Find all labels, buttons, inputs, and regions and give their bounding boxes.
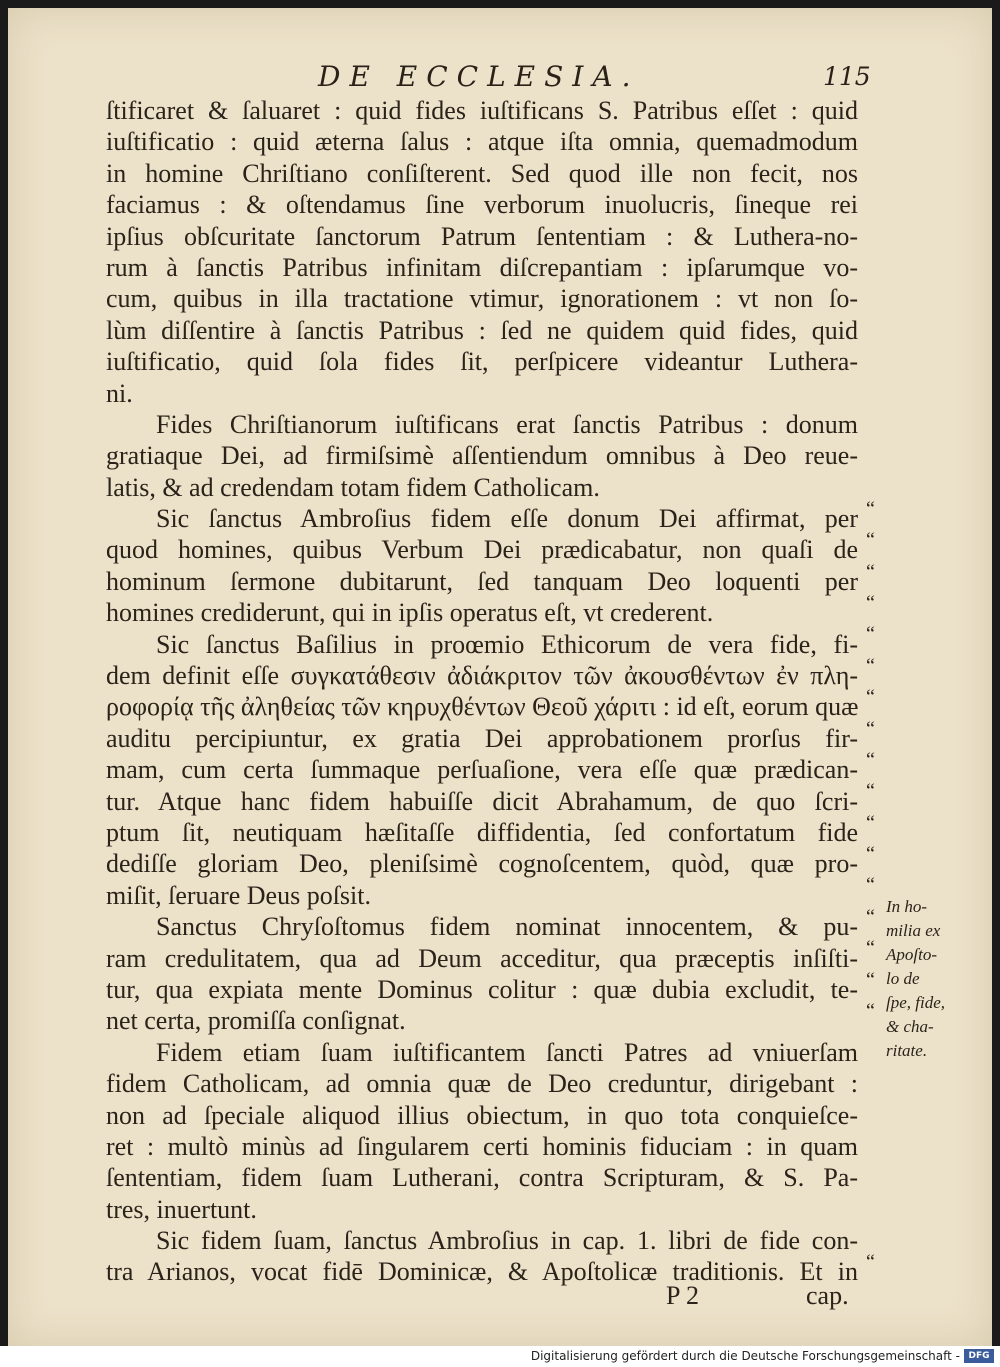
- marginal-note: [886, 895, 976, 1063]
- text-line: ret : multò minùs ad ſingularem certi hominis fiduciam : in quam: [106, 1131, 858, 1161]
- marginal-note-line: milia ex: [886, 921, 941, 940]
- text-line: hominum ſermone dubitarunt, ſed tanquam Deo loquenti per: [106, 566, 858, 596]
- quote-mark: “: [866, 937, 875, 959]
- marginal-note-line: & cha-: [886, 1017, 934, 1036]
- marginal-note-line: lo de: [886, 969, 920, 988]
- text-line: quod homines, quibus Verbum Dei prædicabatur, non quaſi de: [106, 535, 858, 565]
- text-line: net certa, promiſſa conſignat.: [106, 1006, 406, 1036]
- page-number: 115: [823, 62, 871, 91]
- text-line: mam, cum certa ſummaque perſuaſione, vera eſſe quæ prædican-: [106, 755, 858, 785]
- text-line: cum, quibus in illa tractatione vtimur, ignorationem : vt non ſo-: [106, 284, 858, 314]
- quote-mark: “: [866, 1251, 875, 1273]
- funding-notice: Digitalisierung gefördert durch die Deutsche Forschungsgemeinschaft -: [530, 1349, 960, 1363]
- text-line: fidem Catholicam, ad omnia quæ de Deo creduntur, dirigebant :: [106, 1069, 858, 1099]
- text-line: iuſtificatio, quid ſola fides ſit, perſpicere videantur Luthera-: [106, 347, 858, 377]
- text-line: ſententiam, fidem ſuam Lutherani, contra Scripturam, & S. Pa-: [106, 1163, 858, 1193]
- text-line: Fides Chriſtianorum iuſtificans erat ſanctis Patribus : donum: [156, 409, 858, 439]
- catchword: cap.: [806, 1281, 849, 1310]
- book-page: [8, 8, 992, 1346]
- quote-mark: “: [866, 655, 875, 677]
- quote-mark: “: [866, 874, 875, 896]
- text-line: auditu percipiuntur, ex gratia Dei approbationem prorſus fir-: [106, 723, 858, 753]
- text-line: Sanctus Chryſoſtomus fidem nominat innocentem, & pu-: [156, 912, 858, 942]
- text-line: tra Arianos, vocat fidē Dominicæ, & Apoſtolicæ traditionis. Et in: [106, 1257, 858, 1287]
- text-line: Sic ſanctus Baſilius in proœmio Ethicorum de vera fide, fi-: [156, 629, 858, 659]
- text-line: ram credulitatem, qua ad Deum acceditur, qua præceptis inſiſti-: [106, 943, 858, 973]
- text-line: ptum ſit, neutiquam hæſitaſſe diffidentia, ſed confortatum fide: [106, 817, 858, 847]
- signature-mark: P 2: [666, 1281, 699, 1310]
- digitization-footer: [0, 1346, 1000, 1367]
- text-line: dediſſe gloriam Deo, pleniſsimè cognoſcentem, quòd, quæ pro-: [106, 849, 858, 879]
- text-line: ipſius obſcuritate ſanctorum Patrum ſententiam : & Luthera-no-: [106, 221, 858, 251]
- text-line: gratiaque Dei, ad firmiſsimè aſſentiendum omnibus à Deo reue-: [106, 441, 858, 471]
- quote-mark: “: [866, 561, 875, 583]
- quote-mark: “: [866, 686, 875, 708]
- quote-mark: “: [866, 780, 875, 802]
- text-line: homines crediderunt, qui in ipſis operatus eſt, vt crederent.: [106, 598, 714, 628]
- text-line: ροφορίᾳ τῆς ἀληθείας τῶν κηρυχθέντων Θεοῦ χάριτι : id eſt, eorum quæ: [106, 692, 859, 722]
- quote-mark: “: [866, 906, 875, 928]
- text-line: iuſtificatio : quid æterna ſalus : atque iſta omnia, quemadmodum: [106, 127, 858, 157]
- text-line: ſtificaret & ſaluaret : quid fides iuſtificans S. Patribus eſſet : quid: [106, 96, 858, 125]
- text-line: latis, & ad credendam totam fidem Catholicam.: [106, 472, 600, 502]
- quote-mark: “: [866, 718, 875, 740]
- quote-mark: “: [866, 969, 875, 991]
- text-line: in homine Chriſtiano conſiſterent. Sed quod ille non fecit, nos: [106, 158, 858, 188]
- text-line: dem definit eſſe συγκατάθεσιν ἀδιάκριτον τῶν ἀκουσθέντων ἐν πλη-: [106, 661, 858, 691]
- marginal-note-line: ritate.: [886, 1041, 928, 1060]
- quote-mark: “: [866, 529, 875, 551]
- text-line: Fidem etiam ſuam iuſtificantem ſancti Patres ad vniuerſam: [156, 1037, 858, 1067]
- text-line: tur. Atque hanc fidem habuiſſe dicit Abrahamum, de quo ſcri-: [106, 786, 858, 816]
- body-text: [106, 95, 858, 1288]
- marginal-note-line: ſpe, fide,: [886, 993, 946, 1012]
- quote-mark: “: [866, 623, 875, 645]
- text-line: lùm diſſentire à ſanctis Patribus : ſed ne quidem quid fides, quid: [106, 315, 858, 345]
- text-line: ni.: [106, 378, 133, 408]
- text-line: tres, inuertunt.: [106, 1194, 257, 1224]
- text-line: faciamus : & oſtendamus ſine verborum inuolucris, ſineque rei: [106, 190, 858, 220]
- text-line: tur, qua expiata mente Dominus colitur : quæ dubia excludit, te-: [106, 974, 858, 1004]
- quote-mark: “: [866, 1000, 875, 1022]
- marginal-note-line: In ho-: [886, 897, 928, 916]
- text-line: miſit, ſeruare Deus poſsit.: [106, 880, 372, 910]
- running-head: DE ECCLESIA.: [318, 60, 640, 93]
- quote-mark: “: [866, 749, 875, 771]
- text-line: Sic fidem ſuam, ſanctus Ambroſius in cap. 1. libri de fide con-: [156, 1226, 858, 1256]
- text-line: Sic ſanctus Ambroſius fidem eſſe donum Dei affirmat, per: [156, 504, 858, 534]
- text-line: rum à ſanctis Patribus infinitam diſcrepantiam : ipſarumque vo-: [106, 252, 858, 282]
- marginal-note-line: Apoſto-: [886, 945, 937, 964]
- quote-mark: “: [866, 843, 875, 865]
- quote-mark: “: [866, 592, 875, 614]
- quote-mark: “: [866, 498, 875, 520]
- text-line: non ad ſpeciale aliquod illius obiectum, in quo tota conquieſce-: [106, 1100, 858, 1130]
- quote-mark: “: [866, 812, 875, 834]
- dfg-logo: DFG: [964, 1349, 994, 1363]
